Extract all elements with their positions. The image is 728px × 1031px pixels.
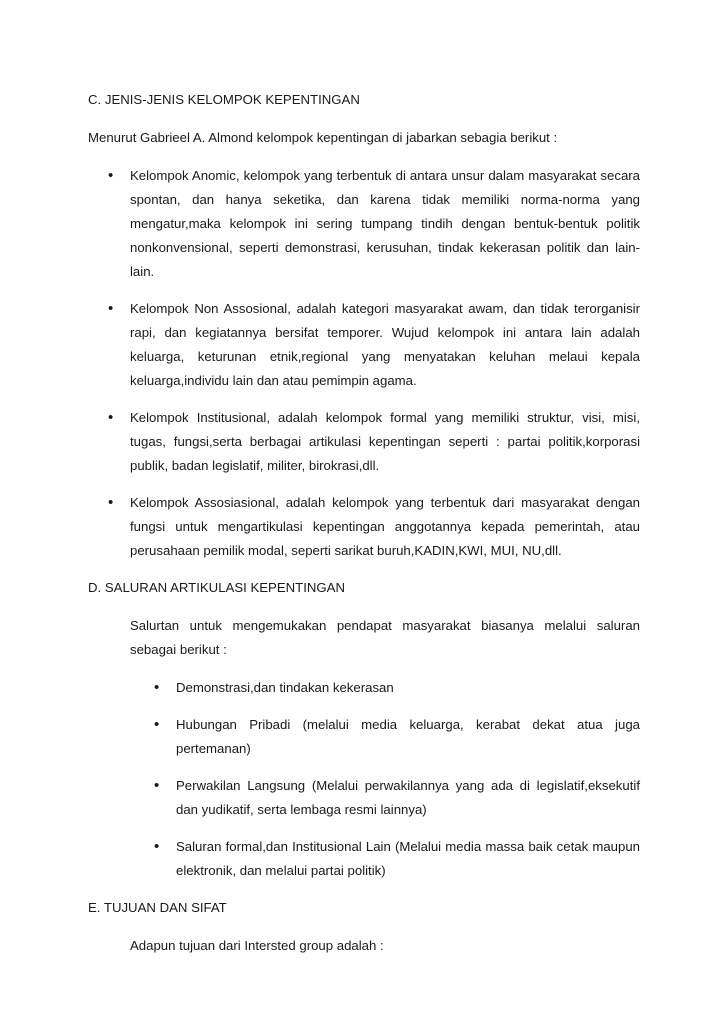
list-item: • Kelompok Non Assosional, adalah kategori masyarakat awam, dan tidak terorganisir rapi, dan kegiatannya bersifat temporer. Wujud kelompok ini antara lain adalah keluarga, keturunan etnik,regional yang menyatakan keluhan melaui kepala keluarga,individu lain dan atau pemimpin agama. xyxy=(88,297,640,393)
list-item: • Saluran formal,dan Institusional Lain (Melalui media massa baik cetak maupun elektronik, dan melalui partai politik) xyxy=(130,835,640,883)
section-c-list xyxy=(88,164,640,563)
section-d-list xyxy=(130,676,640,883)
section-e-intro: Adapun tujuan dari Intersted group adalah : xyxy=(130,938,384,953)
section-c-intro: Menurut Gabrieel A. Almond kelompok kepentingan di jabarkan sebagia berikut : xyxy=(88,130,558,145)
list-item: • Kelompok Assosiasional, adalah kelompok yang terbentuk dari masyarakat dengan fungsi untuk mengartikulasi kepentingan anggotannya kepada pemerintah, atau perusahaan pemilik modal, seperti sarikat buruh,KADIN,KWI, MUI, NU,dll. xyxy=(88,491,640,563)
list-item: • Hubungan Pribadi (melalui media keluarga, kerabat dekat atua juga pertemanan) xyxy=(130,713,640,761)
section-e-body xyxy=(130,934,640,958)
section-d-intro: Salurtan untuk mengemukakan pendapat masyarakat biasanya melalui saluran sebagai berikut : xyxy=(130,618,640,657)
section-d-heading: D. SALURAN ARTIKULASI KEPENTINGAN xyxy=(88,580,345,595)
section-c-heading: C. JENIS-JENIS KELOMPOK KEPENTINGAN xyxy=(88,92,360,107)
list-item: • Demonstrasi,dan tindakan kekerasan xyxy=(130,676,640,700)
section-e-heading: E. TUJUAN DAN SIFAT xyxy=(88,900,227,915)
section-d-body xyxy=(130,614,640,883)
list-item: • Kelompok Institusional, adalah kelompok formal yang memiliki struktur, visi, misi, tugas, fungsi,serta berbagai artikulasi kepentingan seperti : partai politik,korporasi publik, badan legislatif, militer, birokrasi,dll. xyxy=(88,406,640,478)
list-item: • Perwakilan Langsung (Melalui perwakilannya yang ada di legislatif,eksekutif dan yudikatif, serta lembaga resmi lainnya) xyxy=(130,774,640,822)
list-item: • Kelompok Anomic, kelompok yang terbentuk di antara unsur dalam masyarakat secara spontan, dan hanya seketika, dan karena tidak memiliki norma-norma yang mengatur,maka kelompok ini sering tumpang tindih dengan bentuk-bentuk politik nonkonvensional, seperti demonstrasi, kerusuhan, tindak kekerasan politik dan lain-lain. xyxy=(88,164,640,284)
